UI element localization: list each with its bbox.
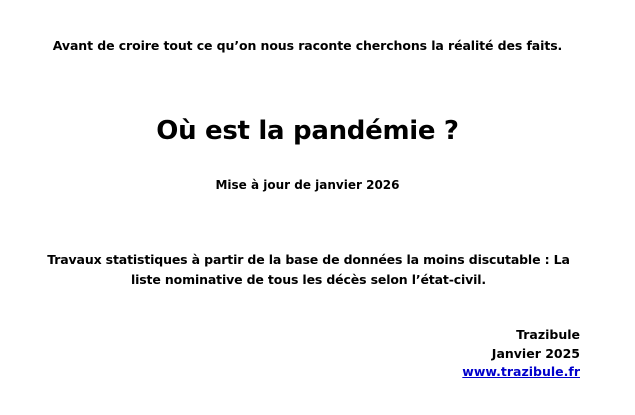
website-link[interactable]: www.trazibule.fr [462, 364, 580, 379]
page-title: Où est la pandémie ? [156, 116, 459, 146]
description [0, 250, 617, 290]
description-line-2: liste nominative de tous les décès selon l’état-civil. [130, 272, 487, 287]
update-date: Mise à jour de janvier 2026 [215, 178, 400, 192]
intro-text: Avant de croire tout ce qu’on nous raconte cherchons la réalité des faits. [52, 38, 563, 53]
signature-date: Janvier 2025 [491, 345, 580, 361]
author-name: Trazibule [516, 327, 580, 342]
description-line-1: Travaux statistiques à partir de la base de données la moins discutable : La [47, 252, 570, 267]
signature-block [462, 326, 580, 382]
